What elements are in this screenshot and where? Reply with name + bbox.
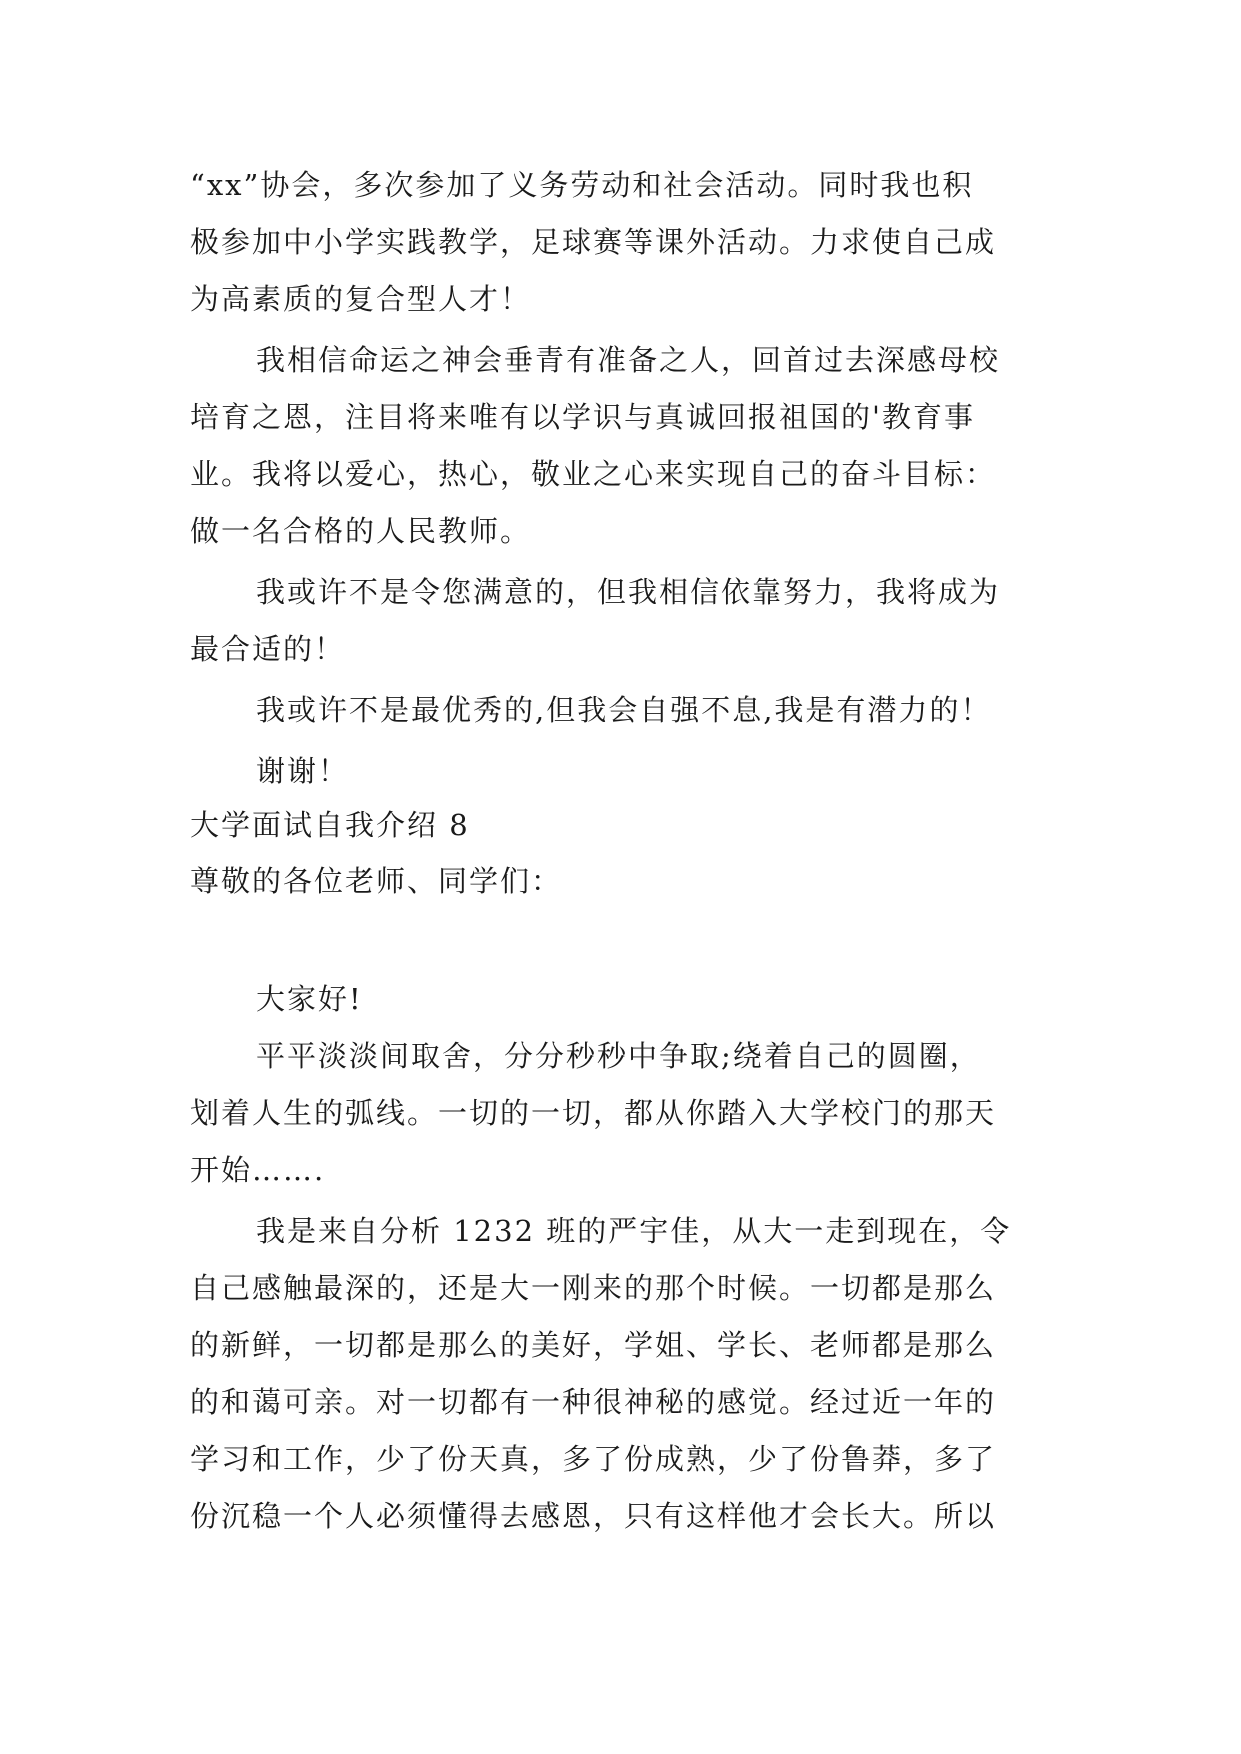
paragraph-line: 业。我将以爱心，热心，敬业之心来实现自己的奋斗目标： <box>190 457 997 491</box>
paragraph-line: 自己感触最深的，还是大一刚来的那个时候。一切都是那么 <box>190 1271 997 1305</box>
paragraph-line: 学习和工作，少了份天真，多了份成熟，少了份鲁莽，多了 <box>190 1442 997 1476</box>
paragraph-line: 谢谢！ <box>256 754 350 788</box>
paragraph-line: 的新鲜，一切都是那么的美好，学姐、学长、老师都是那么 <box>190 1328 997 1362</box>
paragraph-line: 为高素质的复合型人才！ <box>190 282 532 316</box>
paragraph-line: “xx”协会，多次参加了义务劳动和社会活动。同时我也积 <box>190 168 974 202</box>
paragraph-line: 开始……. <box>190 1153 326 1187</box>
paragraph-line: 份沉稳一个人必须懂得去感恩，只有这样他才会长大。所以 <box>190 1499 997 1533</box>
paragraph-line: 我是来自分析 1232 班的严宇佳，从大一走到现在，令 <box>256 1214 1012 1248</box>
paragraph-line: 极参加中小学实践教学，足球赛等课外活动。力求使自己成 <box>190 225 997 259</box>
paragraph-line: 我或许不是令您满意的，但我相信依靠努力，我将成为 <box>256 575 1001 609</box>
paragraph-line: 培育之恩，注目将来唯有以学识与真诚回报祖国的'教育事 <box>190 400 975 434</box>
paragraph-line: 大家好! <box>256 982 363 1016</box>
paragraph-line: 我或许不是最优秀的,但我会自强不息,我是有潜力的！ <box>256 693 992 727</box>
paragraph-line: 做一名合格的人民教师。 <box>190 514 532 548</box>
paragraph-line: 平平淡淡间取舍，分分秒秒中争取;绕着自己的圆圈， <box>256 1039 981 1073</box>
paragraph-line: 我相信命运之神会垂青有准备之人，回首过去深感母校 <box>256 343 1001 377</box>
paragraph-line: 最合适的！ <box>190 632 346 666</box>
section-heading: 大学面试自我介绍 8 <box>190 808 470 842</box>
paragraph-line: 的和蔼可亲。对一切都有一种很神秘的感觉。经过近一年的 <box>190 1385 997 1419</box>
salutation: 尊敬的各位老师、同学们： <box>190 864 563 898</box>
paragraph-line: 划着人生的弧线。一切的一切，都从你踏入大学校门的那天 <box>190 1096 997 1130</box>
